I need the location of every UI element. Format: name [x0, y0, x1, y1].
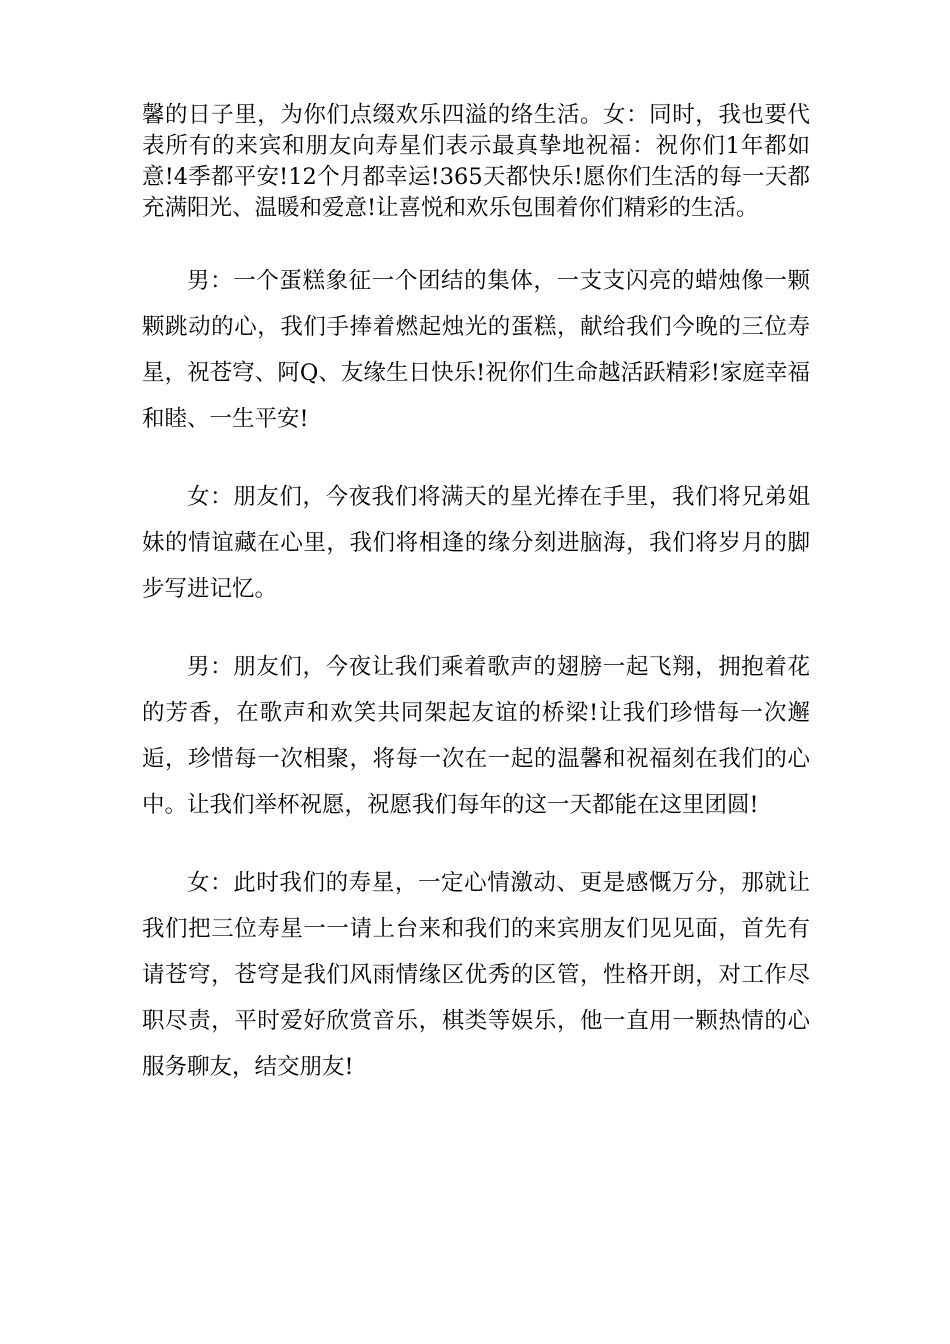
paragraph-3: 男：朋友们，今夜让我们乘着歌声的翅膀一起飞翔，拥抱着花的芳香，在歌声和欢笑共同架起友谊的桥梁!让我们珍惜每一次邂逅，珍惜每一次相聚，将每一次在一起的温馨和祝福刻在我们的心中。让我们举杯祝愿，祝愿我们每年的这一天都能在这里团圆! [142, 654, 810, 818]
document-page [142, 100, 810, 1090]
paragraph-4: 女：此时我们的寿星，一定心情激动、更是感慨万分，那就让我们把三位寿星一一请上台来和我们的来宾朋友们见见面，首先有请苍穹，苍穹是我们风雨情缘区优秀的区管，性格开朗，对工作尽职尽责，平时爱好欣赏音乐，棋类等娱乐，他一直用一颗热情的心服务聊友，结交朋友! [142, 870, 810, 1080]
paragraph-1: 男：一个蛋糕象征一个团结的集体，一支支闪亮的蜡烛像一颗颗跳动的心，我们手捧着燃起烛光的蛋糕，献给我们今晚的三位寿星，祝苍穹、阿Q、友缘生日快乐!祝你们生命越活跃精彩!家庭幸福和睦、一生平安! [142, 268, 810, 432]
intro-paragraph: 馨的日子里，为你们点缀欢乐四溢的络生活。女：同时，我也要代表所有的来宾和朋友向寿星们表示最真挚地祝福：祝你们1年都如意!4季都平安!12个月都幸运!365天都快乐!愿你们生活的每一天都充满阳光、温暖和爱意!让喜悦和欢乐包围着你们精彩的生活。 [142, 102, 810, 221]
paragraph-2: 女：朋友们，今夜我们将满天的星光捧在手里，我们将兄弟姐妹的情谊藏在心里，我们将相逢的缘分刻进脑海，我们将岁月的脚步写进记忆。 [142, 484, 810, 602]
